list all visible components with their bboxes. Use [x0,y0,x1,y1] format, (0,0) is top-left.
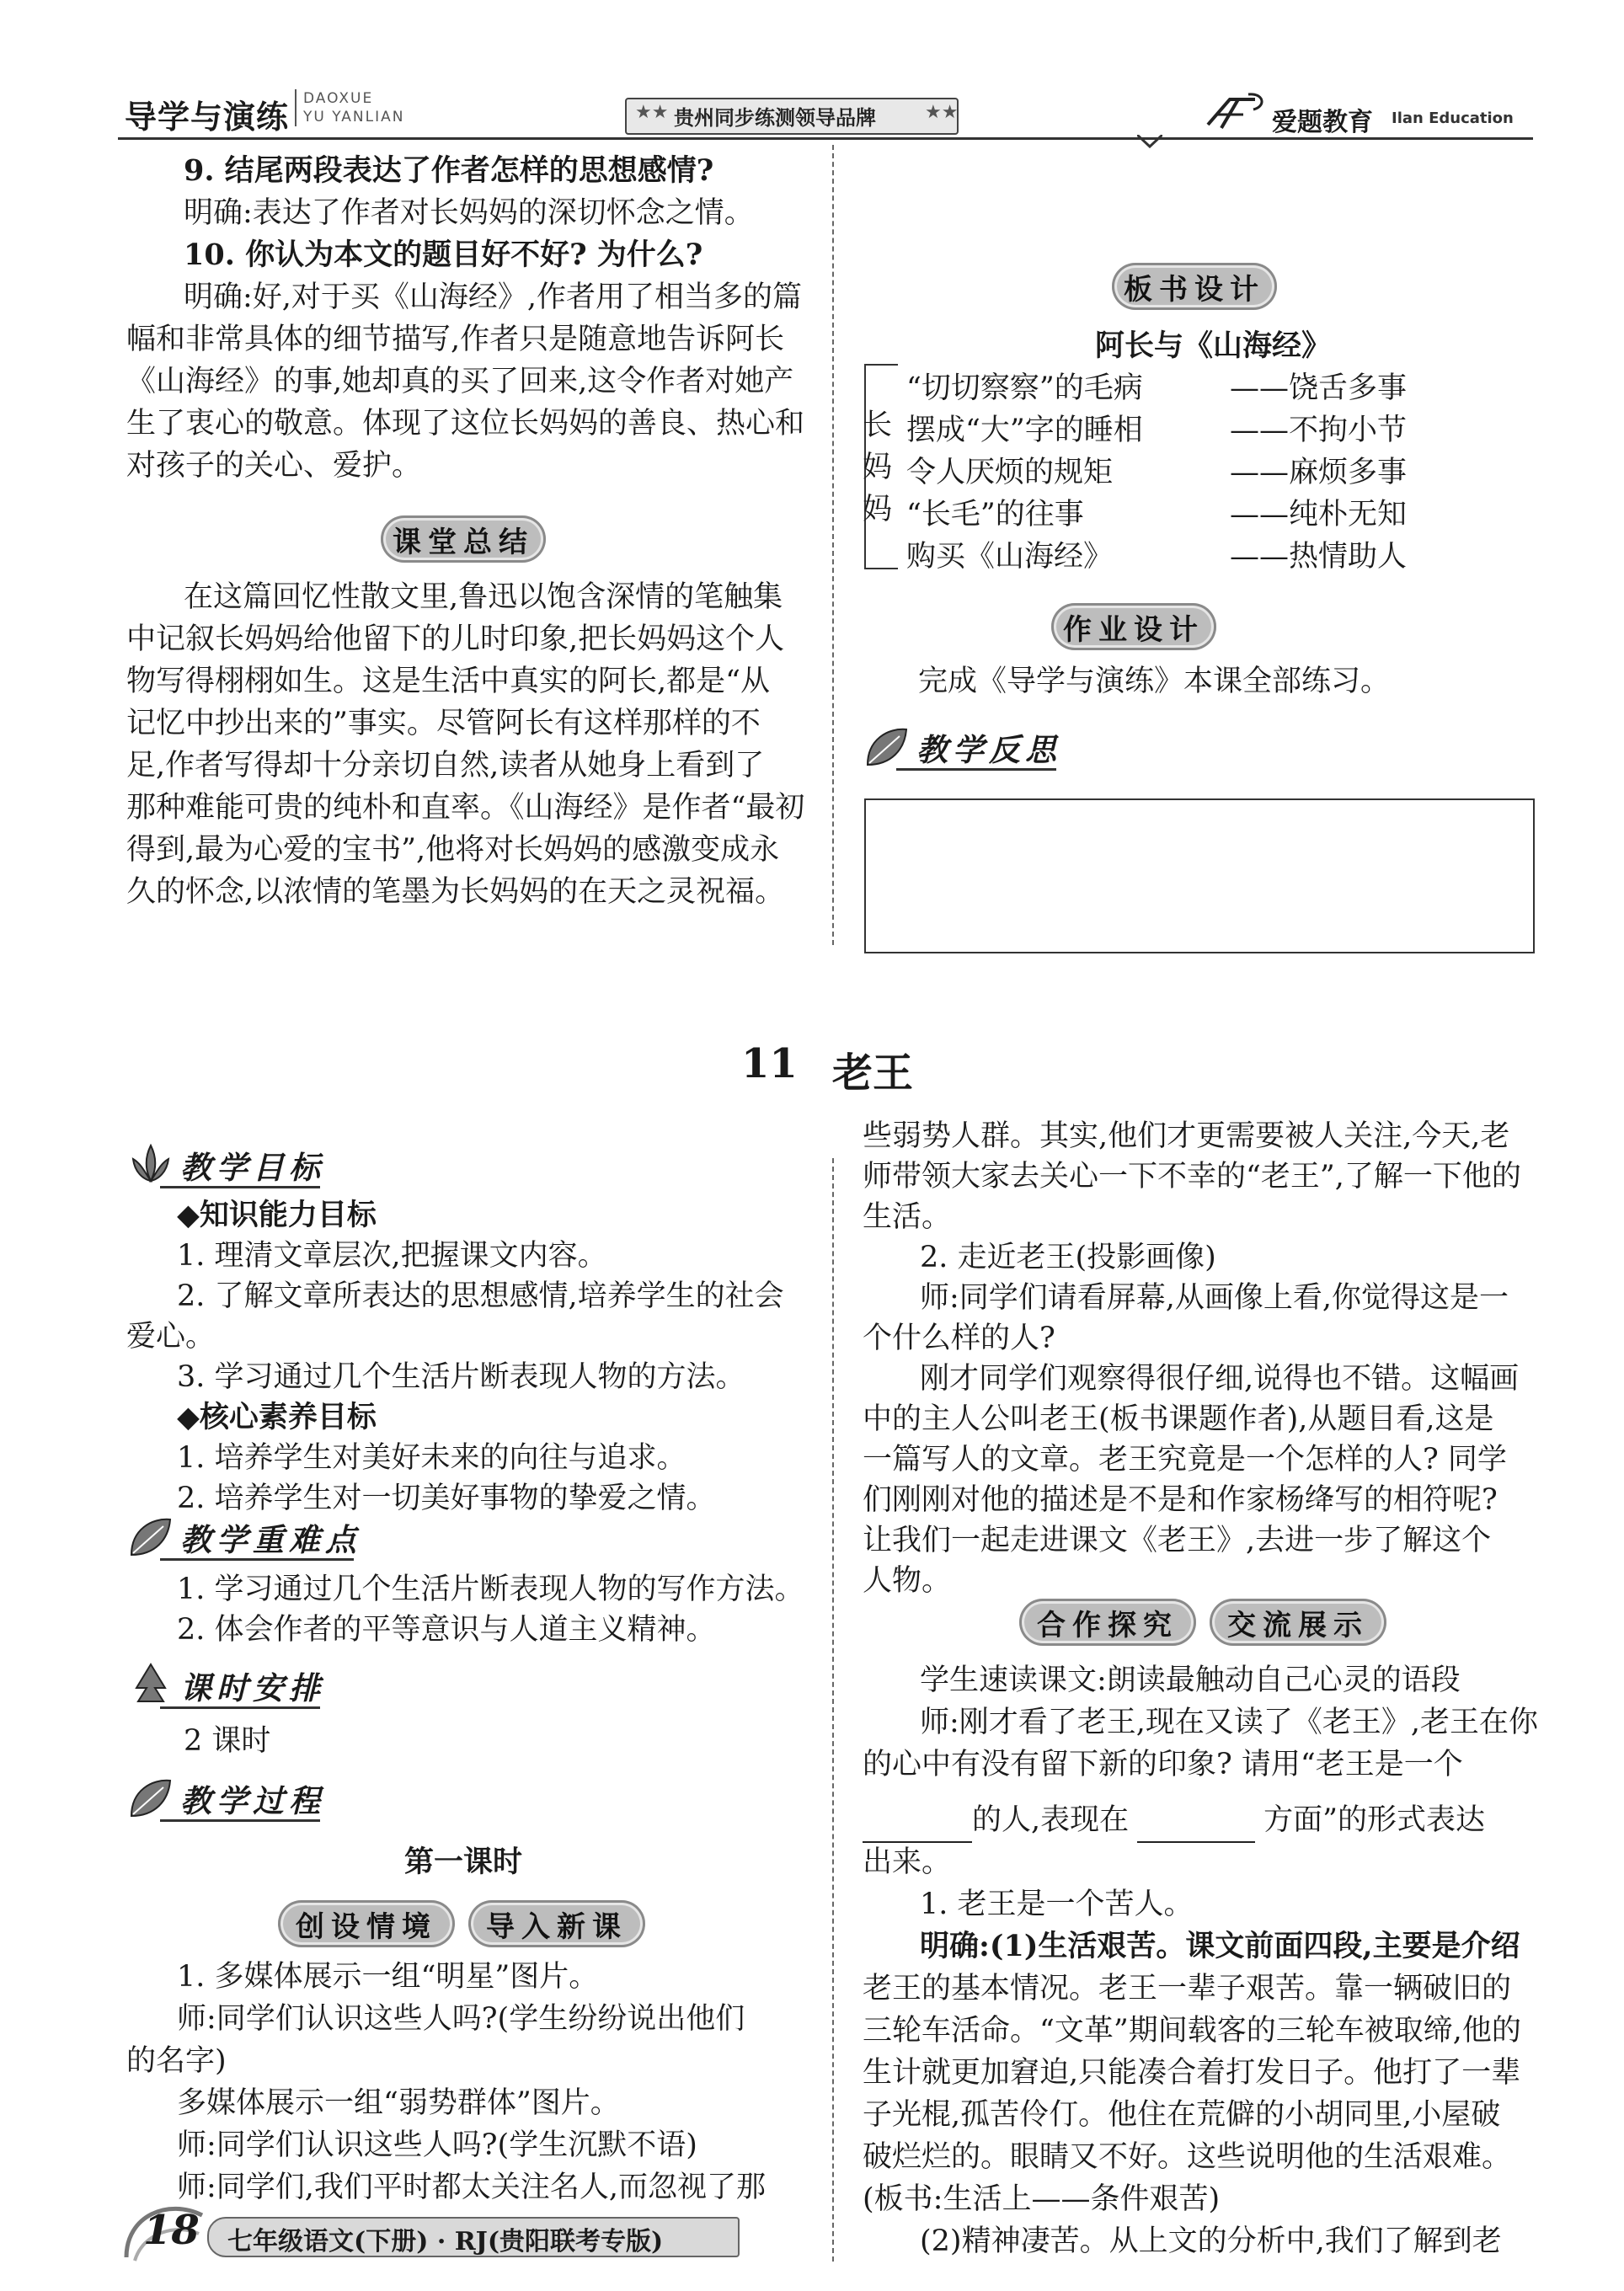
key-points-heading-text: 教学重难点 [180,1521,361,1558]
text-line: 的心中有没有留下新的印象? 请用“老王是一个 [863,1748,1463,1781]
page-number: 18 [143,2207,200,2254]
star-icon: ★★ [635,102,669,123]
text-line: 学生速读课文:朗读最触动自己心灵的语段 [920,1664,1461,1697]
board-row-right: 热情助人 [1289,540,1408,574]
text-line: 爱心。 [126,1320,216,1354]
board-row-left: 摆成“大”字的睡相 [906,414,1143,447]
text-line: ◆知识能力目标 [177,1198,377,1232]
text-line: 在这篇回忆性散文里,鲁迅以饱含深情的笔触集 [184,580,783,614]
goals-heading [126,1140,325,1189]
text-line: 足,作者写得却十分亲切自然,读者从她身上看到了 [126,749,765,782]
board-row-dash: —— [1230,414,1289,447]
board-row-left: 购买《山海经》 [906,540,1114,574]
footer-book-info: 七年级语文(下册) · RJ(贵阳联考专版) [227,2227,664,2256]
blank-line-text: 方面”的形式表达 [1263,1803,1486,1837]
text-line: 三轮车活命。“文革”期间载客的三轮车被取缔,他的 [863,2014,1521,2048]
header-rule [118,137,1533,140]
column-divider [832,145,834,945]
brand-logo-icon [1205,91,1269,131]
text-line: 明确:(1)生活艰苦。课文前面四段,主要是介绍 [920,1929,1520,1963]
text-line: 久的怀念,以浓情的笔墨为长妈妈的在天之灵祝福。 [126,875,785,909]
header-subtitle-line1: DAOXUE [303,90,374,107]
homework-badge: 作业设计 [1051,603,1216,650]
board-row-dash: —— [1230,540,1289,574]
first-period-label: 第一课时 [404,1845,523,1879]
text-line: (2)精神凄苦。从上文的分析中,我们了解到老 [920,2224,1502,2258]
board-row-right: 不拘小节 [1289,414,1408,447]
column-divider [832,1158,834,2262]
text-line: 得到,最为心爱的宝书”,他将对长妈妈的感激变成永 [126,833,780,867]
brand-name: 爱题教育 [1272,108,1373,137]
text-line: 人物。 [863,1564,952,1598]
text-line: 破烂烂的。眼睛又不好。这些说明他的生活艰难。 [863,2140,1512,2174]
heading-underline [160,1819,320,1822]
text-line: 多媒体展示一组“弱势群体”图片。 [177,2086,620,2120]
board-side-char: 妈 [863,493,893,526]
board-row-dash: —— [1230,456,1289,489]
header-title: 导学与演练 [125,99,290,136]
leaf-icon [863,723,911,772]
text-line: 子光棍,孤苦伶仃。他住在荒僻的小胡同里,小屋破 [863,2098,1501,2132]
board-side-label [863,404,892,531]
lesson-number: 11 [741,1040,798,1087]
scene-badge: 创设情境 [278,1900,455,1947]
text-line: 生活。 [863,1200,952,1234]
text-line: 1. 多媒体展示一组“明星”图片。 [177,1960,599,1994]
text-line: 师:同学们认识这些人吗?(学生沉默不语) [177,2128,697,2162]
header-slogan: 贵州同步练测领导品牌 [674,106,876,130]
cooperate-badge: 合作探究 [1019,1599,1196,1646]
text-line: 让我们一起走进课文《老王》,去进一步了解这个 [863,1524,1492,1557]
text-line: 1. 培养学生对美好未来的向往与追求。 [177,1441,686,1475]
star-icon: ★★ [925,102,959,123]
board-row-right: 饶舌多事 [1289,371,1408,405]
text-line: 中记叙长妈妈给他留下的儿时印象,把长妈妈这个人 [126,622,785,656]
text-line: 师:刚才看了老王,现在又读了《老王》,老王在你 [920,1706,1539,1739]
reflection-box [864,798,1535,953]
text-line: 老王的基本情况。老王一辈子艰苦。靠一辆破旧的 [863,1972,1512,2005]
text-line: 2. 培养学生对一切美好事物的挚爱之情。 [177,1482,716,1515]
blank-underline [863,1799,972,1843]
text-line: 1. 学习通过几个生活片断表现人物的写作方法。 [177,1573,804,1606]
text-line: ◆核心素养目标 [177,1400,377,1434]
heading-underline [160,1558,354,1561]
blank-fill-line [863,1799,1485,1843]
text-line: 明确:好,对于买《山海经》,作者用了相当多的篇 [184,280,803,314]
board-side-char: 妈 [863,451,893,484]
text-line: 些弱势人群。其实,他们才更需要被人关注,今天,老 [863,1119,1510,1153]
process-heading [126,1774,325,1823]
text-line: (板书:生活上——条件艰苦) [863,2182,1221,2216]
text-line: 师:同学们,我们平时都太关注名人,而忽视了那 [177,2171,767,2204]
brand-english-name: Ilan Education [1392,109,1514,127]
blank-line-text: 的人,表现在 [972,1803,1130,1837]
text-line: 生计就更加窘迫,只能凑合着打发日子。他打了一辈 [863,2056,1521,2090]
text-line: 记忆中抄出来的”事实。尽管阿长有这样那样的不 [126,707,761,740]
leaf-icon [126,1774,175,1823]
text-line: 1. 老王是一个苦人。 [920,1888,1194,1921]
board-row-dash: —— [1230,498,1289,531]
header-subtitle-line2: YU YANLIAN [303,109,405,125]
text-line: 2. 走近老王(投影画像) [920,1241,1216,1274]
header-subtitle [295,89,404,126]
text-line: 刚才同学们观察得很仔细,说得也不错。这幅画 [920,1362,1520,1396]
text-line: 3. 学习通过几个生活片断表现人物的方法。 [177,1360,745,1394]
board-row-dash: —— [1230,371,1289,405]
text-line: 中的主人公叫老王(板书课题作者),从题目看,这是 [863,1402,1494,1436]
text-line: 一篇写人的文章。老王究竟是一个怎样的人? 同学 [863,1443,1507,1477]
heading-underline [160,1186,320,1188]
text-line: 个什么样的人? [863,1322,1055,1355]
tree-icon [126,1661,175,1710]
heading-underline [896,768,1056,771]
board-row-left: “长毛”的往事 [906,498,1084,531]
board-title: 阿长与《山海经》 [1095,328,1332,363]
goals-heading-text: 教学目标 [180,1149,325,1186]
text-line: 们刚刚对他的描述是不是和作家杨绛写的相符呢? [863,1483,1498,1517]
key-points-heading [126,1513,361,1562]
text-line: 师:同学们请看屏幕,从画像上看,你觉得这是一 [920,1281,1509,1315]
board-row-left: “切切察察”的毛病 [906,371,1143,405]
schedule-heading [126,1661,325,1710]
homework-text: 完成《导学与演练》本课全部练习。 [918,665,1391,698]
header-notch-icon [1137,135,1162,148]
text-line: 1. 理清文章层次,把握课文内容。 [177,1239,607,1273]
heading-underline [160,1706,320,1709]
text-line: 师带领大家去关心一下不幸的“老王”,了解一下他的 [863,1160,1521,1194]
intro-badge: 导入新课 [468,1900,645,1947]
leaf-icon [126,1513,175,1562]
board-row-left: 令人厌烦的规矩 [906,456,1114,489]
text-line: 师:同学们认识这些人吗?(学生纷纷说出他们 [177,2002,745,2036]
board-design-badge: 板书设计 [1112,263,1277,310]
text-line: 物写得栩栩如生。这是生活中真实的阿长,都是“从 [126,665,771,698]
text-line: 的名字) [126,2044,227,2078]
reflection-heading-text: 教学反思 [916,731,1061,768]
text-line: 生了衷心的敬意。体现了这位长妈妈的善良、热心和 [126,407,805,441]
board-row-right: 麻烦多事 [1289,456,1408,489]
text-line: 对孩子的关心、爱护。 [126,449,422,483]
text-line: 2. 了解文章所表达的思想感情,培养学生的社会 [177,1279,784,1313]
text-line: 9. 结尾两段表达了作者怎样的思想感情? [184,153,714,188]
lesson-title: 老王 [832,1049,914,1097]
summary-badge: 课堂总结 [381,515,546,563]
schedule-heading-text: 课时安排 [180,1669,325,1706]
text-line: 出来。 [863,1845,952,1879]
lotus-icon [126,1140,175,1189]
board-row-right: 纯朴无知 [1289,498,1408,531]
board-side-char: 长 [863,409,893,442]
share-badge: 交流展示 [1210,1599,1386,1646]
process-heading-text: 教学过程 [180,1782,325,1819]
text-line: 幅和非常具体的细节描写,作者只是随意地告诉阿长 [126,323,785,356]
blank-underline [1137,1799,1255,1843]
text-line: 那种难能可贵的纯朴和直率。《山海经》是作者“最初 [126,791,805,825]
schedule-text: 2 课时 [184,1724,271,1758]
text-line: 《山海经》的事,她却真的买了回来,这令作者对她产 [126,365,794,398]
text-line: 2. 体会作者的平等意识与人道主义精神。 [177,1613,716,1647]
reflection-heading [863,723,1061,772]
text-line: 10. 你认为本文的题目好不好? 为什么? [184,238,703,272]
text-line: 明确:表达了作者对长妈妈的深切怀念之情。 [184,196,754,230]
